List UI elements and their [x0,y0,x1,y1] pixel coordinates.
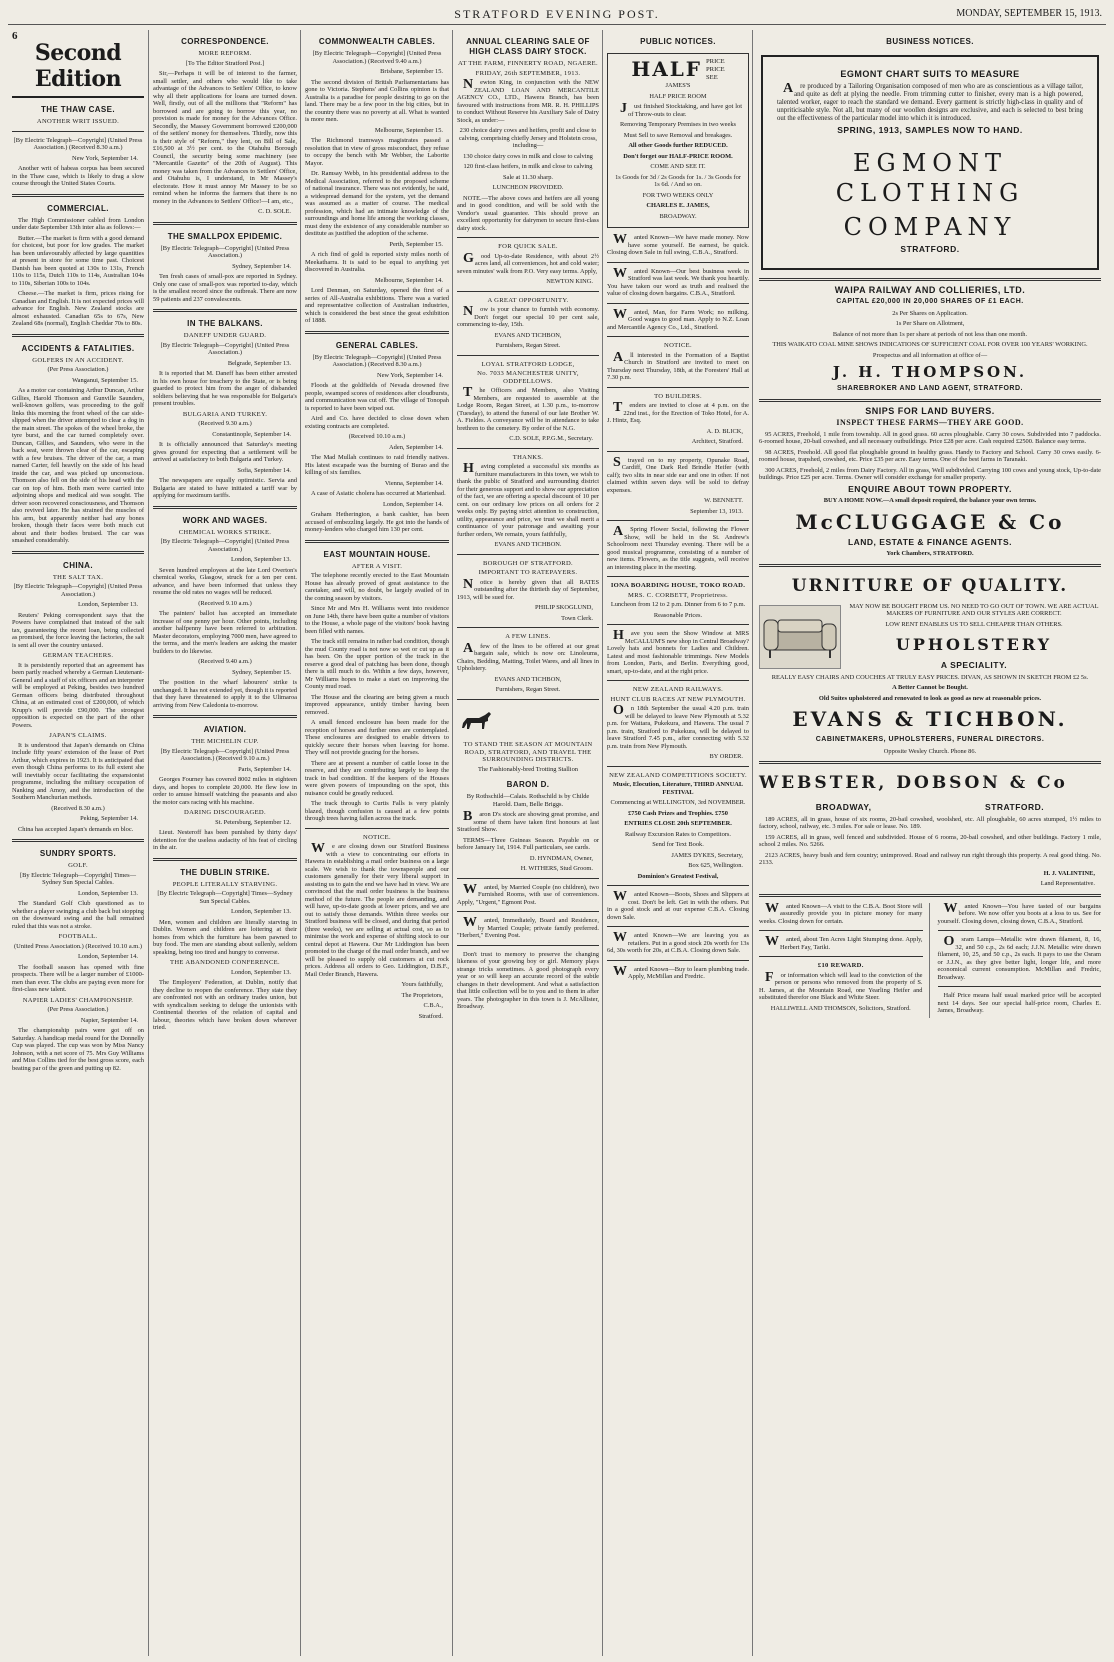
general-cables-body-4: A case of Asiatic cholera has occurred at Marienbad. [311,490,446,497]
competitions-body: Commencing at WELLINGTON, 3rd NOVEMBER. [610,799,746,806]
conference-body: The Employers' Federation, at Dublin, notify that they decline to reopen the conference. They state they are confronted not with an ordinary trades union, but with syndicalism seeking to deluge the unionists with Continental theories of the relation of capital and labour, theories which have broken down wherever tried. [153,979,297,1031]
furniture-ad [759,603,1101,674]
reward-heading: £10 REWARD. [817,962,864,969]
quick-sale-sig: NEWTON KING. [546,278,593,285]
mccluggage-name: McCLUGGAGE & Co [795,509,1065,534]
thanks-sig: EVANS AND TICHBON. [494,541,562,548]
thaw-case-body: Another writ of habeas corpus has been secured in the Thaw case, which is likely to drag a slow course through the United States Courts. [12,165,144,187]
reward-sig: HALLIWELL AND THOMSON, Solicitors, Stratford. [770,1004,911,1012]
strike-body-3: The position in the wharf labourers' strike is unchanged. It has not extended yet, though it is reported that they have threatened to apply it to the Ulimaroa arriving from New Caledonia to-morrow. [153,679,297,709]
japan-received: (Received 8.30 a.m.) [51,804,105,812]
wanted-known-bargains: Wanted Known—You have tasted of our bargains before. We now offer you boots at a loss to us. See for yourself. Closing down, closing down, C.B.A., Stratford. [937,900,1101,925]
commonwealth-body-4: A rich find of gold is reported sixty miles north of Meekatharra. It is said to be equal to anything yet discovered in Australia. [305,251,449,273]
commonwealth-credit: [By Electric Telegraph—Copyright] (United Press Association.) (Received 9.40 a.m.) [312,50,442,65]
waipa-term-5: Prospectus and all information at office of— [872,351,988,359]
waipa-heading: WAIPA RAILWAY AND COLLIERIES, LTD. [834,284,1026,295]
general-cables-body: Floods at the goldfields of Nevada drowned five people, swamped scores of residences after cloudbursts, and communication was cut off. The village of Tonopah is reported to have been wiped out. [305,382,449,412]
bulgaria-received: (Received 9.30 a.m.) [198,420,252,427]
builders-heading: TO BUILDERS. [654,392,702,400]
general-cables-body-2: Aird and Co. have decided to close down when existing contracts are completed. [305,415,449,430]
thanks-body: Having completed a successful six months as furniture manufacturers in this town, we wish to thank the public of Stratford and surrounding district for their generous support and to show our appreciation of the fact, we are offering a special discount of 10 per cent. on our ordinary low prices on all orders for 2 weeks only. By paying strict attention to construction, utility, appearance and price, we trust we shall merit a continuance of your patronage and awaiting your further orders, We remain, yours faithfully, [457,461,599,538]
better-cannot: A Better Cannot be Bought. [892,684,968,691]
half-price-reduced: All other Goods further REDUCED. [628,142,728,149]
egmont-title-line-2: COMPANY [843,213,1017,241]
clearing-sale-location: AT THE FARM, FINNERTY ROAD, NGAERE. [458,60,598,67]
furniture-body: MAY NOW BE BOUGHT FROM US. NO NEED TO GO OUT OF TOWN. WE ARE ACTUAL MAKERS OF FURNITURE AND OUR STYLES ARE CORRECT. [849,602,1099,617]
strike-credit: [By Electric Telegraph—Copyright] (United Press Association.) [160,538,290,553]
snips-farm-1: 95 ACRES, Freehold, 1 mile from township. All in good grass. 60 acres ploughable. Carry 30 cows. Subdivided into 7 paddocks. 6-roomed house, 20-bail cowshed, and all necessary outbuildings. Price £28 per acre. Cash required £2500. Balance easy terms. [759,430,1101,445]
commonwealth-dateline-4: Melbourne, September 14. [374,276,443,284]
japan-claims-subheading: JAPAN'S CLAIMS. [49,732,107,739]
commonwealth-body-2: The Richmond tramways magistrates passed a resolution that in view of gross misconduct, they refuse to occupy the bench with Mr Webber, the Laborite Mayor. [305,137,449,167]
more-reform-subheading: MORE REFORM. [198,50,252,57]
thaw-case-heading: THE THAW CASE. [40,105,116,114]
napier-body: The championship pairs were got off on Saturday. A handicap medal round for the Donnelly Cup was played. The cup was won by Miss Nancy Johnson, with a net score of 75. Mrs Guy Williams and Miss Collins tied for the best gross score, each beating par of the green and putting up 82. [12,1027,144,1072]
general-cables-heading: GENERAL CABLES. [335,340,419,350]
borough-heading: BOROUGH OF STRATFORD. [482,559,574,567]
clearing-sale-time: Sale at 11.30 sharp. [503,173,553,181]
page-number: 6 [12,30,18,42]
waipa-term-3: Balance of not more than 1s per share at periods of not less than one month. [832,330,1028,338]
flower-social-ad: ASpring Flower Social, following the Flower Show, will be held in the St. Andrew's Schoolroom next Thursday evening. There will be a good musical programme, consisting of a number of new items. Flowers, as the title suggests, will receive an interesting place in the meeting. [607,524,749,571]
general-cables-body-5: Graham Hetherington, a bank cashier, has been accused of embezzling largely. He got into the hands of money-lenders who charged him 130 per cent. [305,511,449,533]
notice-body: We are closing down our Stratford Business with a view to concentrating our efforts in Hawera in establishing a mail order business on a large scale. We wish to thank the townspeople and our customers generally for their very liberal support in assisting us to gain the end we have had in view. We are convinced that the mail order business is the business method of the future. The people are demanding, and will have, up-to-date goods at lower prices, and we are out to satisfy those demands. Within three weeks our Stratford business will be closed, and during that period (three weeks), we are selling at actual cost, so as to minimise the work and expense of shifting stock to our central depot at Hawera. Our Mr Liddington has been promoted to the charge of the mail order branch, and we will be pleased to supply old customers at cut rock prices. Address all orders to Geo. Liddington, D.B.F., Mail Order Branch, Hawera. [305,841,449,978]
smallpox-body: Ten fresh cases of small-pox are reported in Sydney. Only one case of small-pox was reported to-day, which is the smallest record since the outbreak. There are now 59 patients and 237 convalescents. [153,273,297,303]
wanted-farm-man: Wanted, Man, for Farm Work; no milking. Good wages to good man. Apply to N.Z. Loan and Mercantile Agency Co., Ltd., Stratford. [607,306,749,331]
competitions-rail: Railway Excursion Rates to Competitors. [625,830,731,838]
football-subheading: FOOTBALL. [58,933,98,940]
golf-subheading: GOLF. [68,862,88,869]
general-cables-received: (Received 10.10 a.m.) [348,433,406,440]
waipa-term-2: 1s Per Share on Allotment, [895,320,965,327]
column-5 [602,30,753,1656]
strayed-ad: Strayed on to my property, Opunake Road, Cardiff, One Dark Red Brindle Heifer (with calf); two slits in near side ear and one in other. If not claimed within seven days will be sold to defray expenses. [607,454,749,494]
builders-sig-1: A. D. BLICK, [706,427,743,435]
daring-body: Lieut. Nesteroff has been punished by thirty days' detention for the useless audacity of his feat of circling in the air. [153,829,297,851]
aviation-heading: AVIATION. [203,725,247,734]
few-lines-sig-2: Furnishers, Regan Street. [495,686,561,693]
competitions-heading: NEW ZEALAND COMPETITIONS SOCIETY. [609,771,747,779]
half-price-body: Just finished Stocktaking, and have got lot of Throw-outs to clear. [620,101,742,118]
snips-heading: SNIPS FOR LAND BUYERS. [865,405,995,416]
aviation-dateline: Paris, September 14. [238,765,291,773]
east-mountain-body-7: The track through to Curtis Falls is very plainly blazed, though confusion is caused at a few points through trees having fallen across the track. [305,800,449,822]
old-suites: Old Suites upholstered and renovated to look as good as new at reasonable prices. [818,694,1042,702]
balkans-credit: [By Electric Telegraph—Copyright] (United Press Association.) [160,341,290,356]
masthead-date: MONDAY, SEPTEMBER 15, 1913. [956,8,1102,19]
webster-farm-3: 2123 ACRES, heavy bush and fern country; unimproved. Road and railway run right through this property. A real good thing. No. 2133. [759,851,1101,866]
baptist-notice-heading: NOTICE. [664,342,692,349]
commonwealth-body-5: Lord Denman, on Saturday, opened the first of a series of All-Australia exhibitions. There was a varied and representative collection of Australian industries, which is considered the best since the great exhibition of 1888. [305,287,449,324]
snips-farm-2: 98 ACRES, Freehold. All good flat ploughable ground in healthy grass. Handy to Factory and School. Carry 30 cows easily. 6-roomed house, trapshed, cowshed, etc. Price £35 per acre. Easy terms. One of the best farms in Taranaki. [759,448,1101,463]
general-cables-body-3: The Mad Mullah continues to raid friendly natives. His latest escapade was the burning of Burao and the killing of six families. [305,454,449,476]
salt-tax-body: Reuters' Peking correspondent says that the Powers have complained that instead of the salt tax, guaranteeing the recent loan, being collected as promised, the force leaving the factories, the salt is sent all over the country untaxed. [12,611,144,649]
half-price-james: JAMES'S [665,82,691,89]
competitions-sig-2: Box 625, Wellington. [688,862,743,869]
wanted-rooms-ad: Wanted, by Married Couple (no children), two Furnished Rooms, with use of conveniences. Apply, "Urgent," Egmont Post. [457,881,599,906]
railways-sig: BY ORDER. [709,753,743,760]
east-mountain-body-6: There are at present a number of cattle loose in the reserve, and they are contributing largely to keep the track in bad condition. If the keepers of the Houses were given powers of impounding on the spot, this nuisance could be greatly reduced. [305,759,449,797]
competitions-entries: ENTRIES CLOSE 20th SEPTEMBER. [624,820,732,827]
east-mountain-body-4: The House and the clearing are being given a much improved appearance, untidy timber having been removed. [305,693,449,716]
dublin-dateline: London, September 13. [231,908,291,915]
accidents-heading: ACCIDENTS & FATALITIES. [21,343,135,353]
golfers-body: As a motor car containing Arthur Duncan, Arthur Gillies, Harold Thomson and Gunville Saunders, well-known golfers, was proceeding to the golf links this morning the front wheel of the car side-slipped when the driver attempted to clear a dog in the main street. The spokes of the wheel broke, the tyre burst, and the car turned completely over. Duncan, Gillies, and Saunders, who were in the back seat, were thrown clear of the car, escaping with a few bruises. The driver of the car, a man named Carter, fell heavily on the side of his head inside the car, and was picked up unconscious. Thomson also fell on the side of his head with the car on top of him. Both men were carried into adjoining shops and medical aid was sought. The driver soon recovered consciousness, and Thomson also revived later. He has strained the muscles of his arm, but apparently neither had any bones broken, though their faces were both much cut about and their bodies bruised. The car was smashed considerably. [12,387,145,544]
egmont-clothing-ad [761,55,1099,270]
valintine-role: Land Representative. [1040,880,1095,887]
clearing-sale-lunch: LUNCHEON PROVIDED. [492,184,564,191]
stallion-sig-1: D. HYNDMAN, Owner, [529,854,593,862]
few-lines-body: Afew of the lines to be offered at our great bargain sale, which is now on: Linoleums, Chairs, Bedding, Matting, Toilet Wares, and all lines in Upholstery. [457,640,599,672]
lodge-subheading: No. 7033 MANCHESTER UNITY, ODDFELLOWS. [477,370,579,385]
horse-illustration-icon [457,709,497,733]
balkans-dateline: Belgrade, September 13. [227,359,291,367]
quick-sale-body: Good Up-to-date Residence, with about 2½ acres land, all conveniences, hot and cold water; seven minutes' walk from P.O. Very easy terms. Apply, [457,250,599,275]
thaw-case-credit: [By Electric Telegraph—Copyright] (United Press Association.) (Received 8.30 a.m.) [13,136,143,151]
napier-dateline: Napier, September 14. [80,1016,138,1024]
sofia-dateline: Sofia, September 14. [237,466,291,474]
mccluggage-role: LAND, ESTATE & FINANCE AGENTS. [847,536,1013,547]
few-lines-sig-1: EVANS AND TICHBON, [494,675,562,683]
half-price-goods: 1s Goods for 3d / 2s Goods for 1s. / 3s Goods for 1s 6d. / And so on. [615,173,741,188]
iona-heading: IONA BOARDING HOUSE, TOKO ROAD. [610,582,746,589]
daneff-subheading: DANEFF UNDER GUARD. [183,332,267,339]
divan-sketch-icon [759,605,841,669]
competitions-sig-1: JAMES DYKES, Secretary, [671,851,743,859]
thaw-case-dateline: New York, September 14. [71,154,138,162]
column-6 [752,30,1107,1656]
east-mountain-subheading: AFTER A VISIT. [351,562,403,570]
clearing-sale-item-3: 120 first-class heifers, in milk and close to calving [463,163,593,170]
strike-dateline-2: Sydney, September 15. [232,668,291,676]
mccallum-ad: Have you seen the Show Window at MRS McCALLUM'S new shop in Central Broadway? Lovely hats and bonnets for Ladies and Children. Latest and most fashionable trimmings. New Models from London, Paris, and Berlin. Everything good, smart, up-to-date, and at the right price. [607,628,749,675]
notice-sig-4: Stratford. [418,1012,443,1020]
clearing-sale-note: NOTE.—The above cows and heifers are all young and in good condition, and will be sold with the Vendor's usual guarantee. This should prove an excellent opportunity for dairymen to secure first-class dairy stock. [457,194,599,232]
builders-sig-2: Architect, Stratford. [691,438,743,445]
borough-sig-1: PHILIP SKOGLUND, [535,604,593,611]
thompson-role: SHAREBROKER AND LAND AGENT, STRATFORD. [837,385,1023,392]
half-price-means-ad: Half Price means half usual marked price will be accepted next 14 days. See our special half-price room, Charles E. James, Broadway. [937,992,1101,1014]
thompson-name: J. H. THOMPSON. [832,363,1028,381]
wanted-board-ad: Wanted, Immediately, Board and Residence, by Married Couple; private family preferred. "Herbert," Evening Post. [457,915,599,939]
stallion-heading: TO STAND THE SEASON AT MOUNTAIN ROAD, STRATFORD, AND TRAVEL THE SURROUNDING DISTRICTS. [463,741,593,763]
egmont-heading: EGMONT CHART SUITS TO MEASURE [840,69,1020,79]
bulgaria-body: It is officially announced that Saturday's meeting gives ground for expecting that a settlement will be arrived at satisfactory to both Bulgaria and Turkey. [153,441,297,463]
public-notices-heading: PUBLIC NOTICES. [640,37,716,46]
stallion-body: Baron D's stock are showing great promise, and some of them have taken first honours at last Stratford Show. [457,809,599,833]
builders-body: Tenders are invited to close at 4 p.m. on the 22nd inst., for the Erection of Toko Hotel, for A. J. Hintz, Esq. [607,400,749,424]
east-mountain-body-5: A small fenced enclosure has been made for the reception of horses and further ones are contemplated. These enclosures are designed to enable drivers to quickly secure their horses when leaving for home. They will not provide grazing for the horses. [305,719,449,756]
east-mountain-heading: EAST MOUNTAIN HOUSE. [323,549,431,559]
notice-heading: NOTICE. [363,833,391,841]
notice-sig-3: C.B.A., [423,1002,443,1009]
lodge-body: The Officers and Members, also Visiting Members, are requested to assemble at the Lodge Room, Regan Street, at 1.30 p.m., to-morrow (Tuesday), to attend the funeral of our late Brother W. A. Fieldes. A conveyance will be in attendance to take brethren to the cemetery. By order of the N.G. [457,385,599,432]
half-price-come: COME AND SEE IT. [650,163,706,170]
sofia-body: The newspapers are equally optimistic. Servia and Bulgaria are stated to have initiated a tariff war by applying for maximum tariffs. [153,477,297,499]
smallpox-credit: [By Electric Telegraph—Copyright] (United Press Association.) [160,244,290,259]
great-opportunity-heading: A GREAT OPPORTUNITY. [487,296,569,304]
great-opportunity-sig-1: EVANS AND TICHBON, [494,331,562,339]
snips-subheading: INSPECT THESE FARMS—THEY ARE GOOD. [836,418,1024,427]
commonwealth-body-3: Dr. Ramsay Webb, in his presidential address to the Medical Association, referred to the proposed scheme of national insurance. There was not evidently, he said, a widespread demand for the system, yet the demand was assumed as a matter of course. The medical profession, which had an intimate knowledge of the surroundings and home life among the working classes, must deny the existence of any considerable number so destitute as justified the adoption of the scheme. [305,170,449,237]
stallion-pedigree: By Rothschild—Calais. Rothschild is by Childe Harold. Dam, Belle Briggs. [466,793,590,808]
notice-sig-1: Yours faithfully, [401,981,443,988]
half-price-word: PRICE [706,58,725,65]
photographer-ad: Don't trust to memory to preserve the changing likeness of your growing boy or girl. Memory plays strange tricks sometimes. A good photograph every year or so will keep an accurate record of the subtle changes in their development. And what a satisfaction that little collection will be to you and to them in after years. The photographer in this town is J. McAllister, Broadway. [457,950,599,1010]
thaw-case-subheading: ANOTHER WRIT ISSUED. [36,118,120,125]
borough-subheading: IMPORTANT TO RATEPAYERS. [478,569,578,576]
wanted-known-boot-store: Wanted Known—A visit to the C.B.A. Boot Store will assuredly provide you in picture money for many weeks. Closing down for certain. [759,900,923,925]
strayed-sig-2: September 13, 1913. [690,507,743,515]
valintine-name: H. J. VALINTINE, [1043,869,1095,877]
sundry-sports-heading: SUNDRY SPORTS. [39,849,117,858]
iona-subheading: MRS. C. CORBETT, Proprietress. [628,591,728,599]
commonwealth-body: The second division of British Parliamentarians has gone to Victoria. Stephens' and Collins opinion is that Australia is a paradise for people desiring to go on the land. There may be a few poor in the big cities, but in the country there was no poverty at all. What is wanted is more men. [305,78,449,123]
work-wages-heading: WORK AND WAGES. [182,515,268,525]
column-3 [300,30,453,1656]
salt-tax-credit: [By Electric Telegraph—Copyright] (United Press Association.) [13,583,143,598]
stallion-name: BARON D. [506,780,550,789]
evans-tichbon-name: EVANS & TICHBON. [792,707,1068,731]
strike-dateline: London, September 13. [231,556,291,563]
correspondence-body: Sir,—Perhaps it will be of interest to the farmer, small settler, and others who would like to take advantage of the Advances to Settlers' Office, to know why all their applications for loans are turned down. Well, firstly, out of all the millions that "Reform" has borrowed and are going to borrow this year, no provision is made for money for the Advances Office. Secondly, the Massey Government borrowed £200,000 of the settlers' money for themselves. Thirdly, now this is their style of "Reform," they lent, on Bill of Sale, £16,500 at 3½ per cent. to the Otahuhu Borough Council, the security being some machinery (see "Mercantile Gazette" of the 20th of August). This money was taken from the Advances to Settlers' Office, and Otahuhu is, I understand, in Mr Massey's electorate. How it must annoy Mr Massey to be so remind when he informs the farmers that there is no money in the Advances to Settlers' Office!—I am, etc., [153,70,297,205]
half-price-forget: Don't forget our HALF-PRICE ROOM. [623,152,733,160]
football-body: The football season has opened with fine prospects. There will be a larger number of £1000-men than ever. The clubs are paying even more for first-class new talent. [12,963,144,993]
bulgaria-dateline: Constantinople, September 14. [212,430,291,438]
lodge-heading: LOYAL STRATFORD LODGE, [481,360,575,368]
webster-farm-2: 159 ACRES, all in grass, well fenced and subdivided. House of 6 rooms, 20-bail cowshed, and other buildings. Factory 1 mile, school 2 miles. No. 5266. [759,833,1101,848]
general-cables-dateline-3: Vienna, September 14. [384,479,443,487]
clearing-sale-body: Newton King, in conjunction with the NEW ZEALAND LOAN AND MERCANTILE AGENCY CO., LTD., Hawera Branch, has been favoured with instructions from MR. R. H. PHILLIPS to conduct Without Reserve his Auxiliary Sale of Dairy Stock, as under:— [457,77,599,124]
webster-address-1: BROADWAY, [815,802,872,812]
osram-lamps-ad: Osram Lamps—Metallic wire drawn filament, 8, 16, 32, and 50 c.p., 2s 6d each; J.J.N. Metallic wire drawn filament, 10, 25, and 50 c.p., 2s each. It pays to use the Osram or J.J.N., as they give better light, longer life, and more economical current consumption. McMillan and Fredric, Broadway. [937,934,1101,981]
dublin-credit: [By Electric Telegraph—Copyright] Times—Sydney Sun Special Cables. [157,890,293,905]
borough-sig-2: Town Clerk. [561,614,593,622]
smallpox-heading: THE SMALLPOX EPIDEMIC. [167,231,283,241]
iona-body: Luncheon from 12 to 2 p.m. Dinner from 6 to 7 p.m. [610,601,746,608]
half-price-big: HALF [631,57,702,82]
masthead-title: STRATFORD EVENING POST. [454,7,660,21]
china-heading: CHINA. [63,560,93,570]
strayed-sig-1: W. BENNETT. [704,497,743,504]
dublin-heading: THE DUBLIN STRIKE. [180,867,270,877]
aviation-credit: [By Electric Telegraph—Copyright] (United Press Association.) (Received 9.10 a.m.) [160,747,290,762]
napier-subheading: NAPIER LADIES' CHAMPIONSHIP. [22,996,134,1004]
salt-tax-subheading: THE SALT TAX. [52,573,104,581]
half-price-room: HALF PRICE ROOM [649,92,707,100]
clearing-sale-item-1: 230 choice dairy cows and heifers, profit and close to calving, comprising chiefly Jersey and Holstein cross, including— [458,127,598,149]
half-price-sig-2: BROADWAY. [659,212,697,220]
half-price-sig-1: CHARLES E. JAMES, [646,202,710,209]
half-price-see: SEE [706,74,718,81]
waipa-term-4: THIS WAIKATO COAL MINE SHOWS INDICATIONS OF SUFFICIENT COAL FOR OVER 100 YEARS' WORKING. [772,341,1088,348]
napier-credit: (Per Press Association.) [47,1006,109,1013]
commonwealth-dateline-3: Perth, September 15. [389,240,443,248]
half-price-two-weeks: FOR TWO WEEKS ONLY [642,191,714,199]
balkans-heading: IN THE BALKANS. [187,319,263,328]
general-cables-dateline-4: London, September 14. [383,500,443,508]
half-price-ad [607,53,749,228]
small-ads-right [937,900,1102,1018]
conference-subheading: THE ABANDONED CONFERENCE. [170,959,280,966]
golfers-dateline: Wanganui, September 15. [72,376,138,384]
business-notices-heading: BUSINESS NOTICES. [886,37,974,46]
wanted-stumping: Wanted, about Ten Acres Light Stumping done. Apply, Herbert Fay, Tariki. [765,934,923,951]
dublin-body: Men, women and children are literally starving in Dublin. Women and children are loitering at their homes from which the furniture has been pawned to buy food. The men are standing about sullenly, seldom speaking, being too tired and hungry to converse. [153,918,297,956]
second-edition-title: Second Edition [12,40,144,98]
golf-credit: [By Electric Telegraph—Copyright] Times—Sydney Sun Special Cables. [19,871,137,886]
competitions-send: Send for Text Book. [652,841,704,848]
small-ads-left [759,900,930,1018]
snips-farm-3: 300 ACRES, Freehold, 2 miles from Dairy Factory. All in grass, Well subdivided. Carrying 100 cows and young stock, Up-to-date buildings. Price £25 per acre. Terms. Owner will consider exchange for smaller property. [759,466,1101,481]
upholstery-speciality: A SPECIALITY. [940,660,1008,670]
quick-sale-heading: FOR QUICK SALE. [498,243,558,250]
iona-prices: Reasonable Prices. [653,611,703,619]
commercial-body-1: The High Commissioner cabled from London under date September 13th inter alia as follows:— [12,216,144,231]
commercial-body-3: Cheese.—The market is firm, prices rising for Canadian and English. It is not expected prices will advance for English. New Zealand stocks are almost exhausted. Canadian 65s to 67s, New Zealand 68s (normal), English Cheddar 70s to 80s. [12,290,144,327]
commercial-body-2: Butter.—The market is firm with a good demand for choicest, but poor for low grades. The market has been unfavourably affected by large quantities at present in store for some time past. Choicest Danish has been quoted at 130s to 131s, French 110s to 115s, Dutch 110s to 114s, Australian 104s to 110s, Siberian 100s to 104s. [12,234,144,287]
waipa-capital: CAPITAL £20,000 IN 20,000 SHARES OF £1 EACH. [836,298,1024,305]
commonwealth-dateline: Brisbane, September 15. [380,68,443,75]
evans-tichbon-address: Opposite Wesley Church. Phone 86. [883,747,977,755]
german-teachers-subheading: GERMAN TEACHERS. [42,652,114,659]
japan-claims-body-2: China has accepted Japan's demands en bloc. [18,825,134,833]
japan-dateline: Peking, September 14. [80,815,138,822]
general-cables-dateline-2: Aden, September 14. [389,443,443,451]
town-property-body: BUY A HOME NOW.—A small deposit required, the balance your own terms. [823,497,1037,504]
clearing-sale-date: FRIDAY, 26th SEPTEMBER, 1913. [475,69,581,77]
east-mountain-body-3: The track still remains in rather bad condition, though the mud County road is not now so wet or cut up as it has been. On the upper portion of the track in the reserve a good deal of patching has been done, though there is still much to do. Within a few days, however, Mr Williams hopes to make a start on improving the County mud road. [305,638,449,690]
correspondence-signature: C. D. SOLE. [258,208,291,215]
upholstery-heading: UPHOLSTERY [895,635,1053,654]
strike-body: Seven hundred employees at the late Lord Overton's chemical works, Glasgow, struck for a ten per cent. advance, and have been informed that unless they resume the old rates no wages will be reduced. [153,566,297,596]
stallion-sig-2: H. WITHERS, Stud Groom. [520,865,593,872]
waipa-term-1: 2s Per Shares on Application. [892,309,968,317]
golfers-credit: (Per Press Association.) [47,366,109,373]
bulgaria-turkey-subheading: BULGARIA AND TURKEY. [182,410,268,418]
strike-body-2: The painters' ballot has accepted an immediate increase of one penny per hour. Other points, including another halfpenny have been referred to arbitration. Master decorators, employing 7000 men, have agreed to the terms, and the men's leaders are asking the master builders to do likewise. [153,610,297,655]
masthead [8,6,1106,25]
egmont-title-line-1: EGMONT CLOTHING [835,149,1025,207]
town-property-heading: ENQUIRE ABOUT TOWN PROPERTY. [848,483,1012,494]
competitions-festival: Dominion's Greatest Festival, [637,872,719,880]
half-price-body-3: Must Sell to save Removal and breakages. [623,131,733,139]
evans-tichbon-role: CABINETMAKERS, UPHOLSTERERS, FUNERAL DIRECTORS. [815,736,1045,743]
furniture-heading: URNITURE OF QUALITY. [791,575,1069,596]
column-4 [452,30,603,1656]
baptist-notice-body: All interested in the Formation of a Baptist Church in Stratford are invited to meet on Thursday next Thursday, 18th, at the Foresters' Hall at 7.30 p.m. [607,349,749,381]
wanted-known-money: Wanted Known—We have made money. Now have some yourself. Be earnest, be quick. Closing down Sale in full swing, C.B.A., Stratford. [607,232,749,256]
commercial-heading: COMMERCIAL. [47,203,109,213]
general-cables-dateline: New York, September 14. [376,371,443,379]
smallpox-dateline: Sydney, September 14. [232,262,291,270]
east-mountain-body: The telephone recently erected to the East Mountain House has already proved of great assistance to the caretaker, and will, no doubt, be largely availed of in the coming season by visitors. [305,572,449,602]
easy-chairs: REALLY EASY CHAIRS AND COUCHES AT TRULY EASY PRICES. DIVAN, AS SHOWN IN SKETCH FROM £2 5s. [771,673,1089,681]
stallion-subheading: The Fashionably-bred Trotting Stallion [478,765,578,773]
competitions-prizes: £750 Cash Prizes and Trophies. £750 [628,809,728,817]
few-lines-heading: A FEW LINES. [505,633,551,640]
mccluggage-address: York Chambers, STRATFORD. [886,550,974,557]
stallion-terms: TERMS—Three Guineas Season. Payable on or before January 1st, 1914. Full particulars, see cards. [457,836,599,851]
clearing-sale-heading: ANNUAL CLEARING SALE OF HIGH CLASS DAIRY STOCK. [466,37,590,56]
column-2 [148,30,301,1656]
wanted-known-best-week: Wanted Known—Our best business week in Stratford was last week. We thank you heartily. You have taken our word as truth and realised the value of closing down bargains. C.B.A., Stratford. [607,265,749,297]
japan-claims-body: It is understood that Japan's demands on China include fifty years' extension of the lease of Port Arthur, which expires in 1923. It is anticipated that even though China performs to its full extent she will inevitably occur facilitating the expansionist programme, including the military occupation of Nanking and Amoy, and the introduction of the Southern Manchurian methods. [12,741,144,801]
dublin-subheading: PEOPLE LITERALLY STARVING. [172,880,278,888]
correspondence-heading: CORRESPONDENCE. [181,37,269,46]
competitions-subheading: Music, Elocution, Literature, THIRD ANNUAL FESTIVAL [612,781,744,796]
salt-tax-dateline: London, September 13. [78,601,138,608]
webster-farm-1: 189 ACRES, all in grass, house of six rooms, 20-bail cowshed, woolshed, etc. All ploughable, 60 acres stumped, 1½ miles to factory, school, railway, etc. 3 miles. For sale or lease. No. 189. [759,815,1101,830]
great-opportunity-sig-2: Furnishers, Regan Street. [495,342,561,349]
commonwealth-heading: COMMONWEALTH CABLES. [318,37,436,46]
wanted-known-boots: Wanted Known—Boots, Shoes and Slippers at cost. Don't be left. Get in with the others. Put in a good stock and at our expense C.B.A. Closing down Sale. [607,889,749,921]
reward-body: For information which will lead to the conviction of the person or persons who removed from the property of S. H. James, at the Mountain Road, one Yearling Heifer and substituted therefor one Black and White Steer. [759,969,923,1001]
column-1 [8,30,148,1656]
furniture-body-2: LOW RENT ENABLES US TO SELL CHEAPER THAN OTHERS. [885,620,1063,628]
golf-dateline: London, September 13. [78,889,138,897]
lodge-sig: C.D. SOLE, P.P.G.M., Secretary. [509,435,593,442]
railways-subheading: HUNT CLUB RACES AT NEW PLYMOUTH. [610,695,746,703]
railways-heading: NEW ZEALAND RAILWAYS. [632,686,724,693]
strike-received: (Received 9.10 a.m.) [198,599,252,607]
general-cables-credit: [By Electric Telegraph—Copyright] (United Press Association.) (Received 8.30 a.m.) [312,353,442,368]
half-price-body-2: Removing Temporary Premises in two weeks [619,121,737,128]
balkans-body: It is reported that M. Daneff has been either arrested in his own house for treachery to the State, or is being guarded to protect him from the anger of disbanded soldiers believing that he was responsible for Bulgaria's present troubles. [153,370,297,407]
daring-dateline: St. Petersburg, September 12. [215,818,291,826]
egmont-body: Are produced by a Tailoring Organisation composed of men who are as conscientious as a village tailor, and quite as deft at plying the needle. From trimming cutter to finisher, every man is a high powered, talented worker, eager to reach the standard we demand. Every garment is strictly high-class in quality and of unpriticisable style. Not all, but many of our woollen designs are exclusive, and each is selected to best bring out the effectiveness of the particular model into which it is introduced. [777,80,1083,122]
columns [8,30,1106,1656]
chemical-strike-subheading: CHEMICAL WORKS STRIKE. [178,528,272,536]
michelin-subheading: THE MICHELIN CUP. [191,738,259,745]
borough-body: Notice is hereby given that all RATES outstanding after the thirtieth day of September, 1913, will be sued for. [457,576,599,601]
half-price-word-2: PRICE [706,66,725,73]
egmont-spring: SPRING, 1913, SAMPLES NOW TO HAND. [837,124,1023,135]
strike-received-2: (Received 9.40 a.m.) [198,658,252,665]
clearing-sale-item-2: 130 choice dairy cows in milk and close to calving [463,152,593,160]
railways-body: On 18th September the usual 4.20 p.m. train will be delayed to leave New Plymouth at 5.32 p.m. for Waitara, Pukekura, and Hawera. The usual 7 p.m. train, Stratford to Pukekura, will be delayed to leave Stratford 7.45 p.m., after connecting with 5.32 p.m. train from New Plymouth. [607,703,749,750]
daring-subheading: DARING DISCOURAGED. [184,809,266,816]
notice-sig-2: The Proprietors, [401,991,443,999]
golf-body: The Standard Golf Club questioned as to whether a player swinging a club back but stopping on the downward swing and the ball remained ruled that this was not a stroke. [12,900,144,930]
east-mountain-body-2: Since Mr and Mrs H. Williams went into residence on June 14th, there have been quite a number of visitors to the House, a whole page of the visitors' book having been filled with names. [305,605,449,635]
webster-dobson-name: WEBSTER, DOBSON & Co [759,773,1068,793]
football-dateline: London, September 14. [78,953,138,960]
golfers-subheading: GOLFERS IN AN ACCIDENT. [32,356,124,364]
correspondence-to: [To The Editor Stratford Post.] [185,59,265,67]
conference-dateline: London, September 13. [231,968,291,976]
aviation-body: Georges Fourney has covered 8002 miles in eighteen days, and hopes to complete 20,000. He flew low in order to amuse himself watching the peasants and also the motor cars racing with his machine. [153,776,297,806]
thanks-heading: THANKS. [512,453,544,461]
commonwealth-dateline-2: Melbourne, September 15. [374,126,443,134]
egmont-town: STRATFORD. [900,244,960,254]
webster-address-2: STRATFORD. [985,802,1045,812]
wanted-known-plumbing: Wanted Known—Buy to learn plumbing trade. Apply, McMillan and Fredric. [613,963,749,980]
football-credit: (United Press Association.) (Received 10.10 a.m.) [14,942,142,950]
great-opportunity-body: Now is your chance to furnish with economy. Don't forget our special 10 per cent sale, commencing to-day, 15th. [457,304,599,328]
german-teachers-body: It is persistently reported that an agreement has been partly reached whereby a German Lieutenant-General and a staff of six officers and an interpreter will be employed at Peking, besides two hundred German officers being distributed throughout China, at an estimated cost of £200,000, of which Krupp's will provide £90,000. The strongest opposition is expected on the part of the other Powers. [12,661,144,729]
wanted-known-leaving: Wanted Known—We are leaving you as retailers. Put in a good stock 20s worth for 13s 6d, 30s worth for 20s, at C.B.A. Closing down Sale. [607,930,749,954]
